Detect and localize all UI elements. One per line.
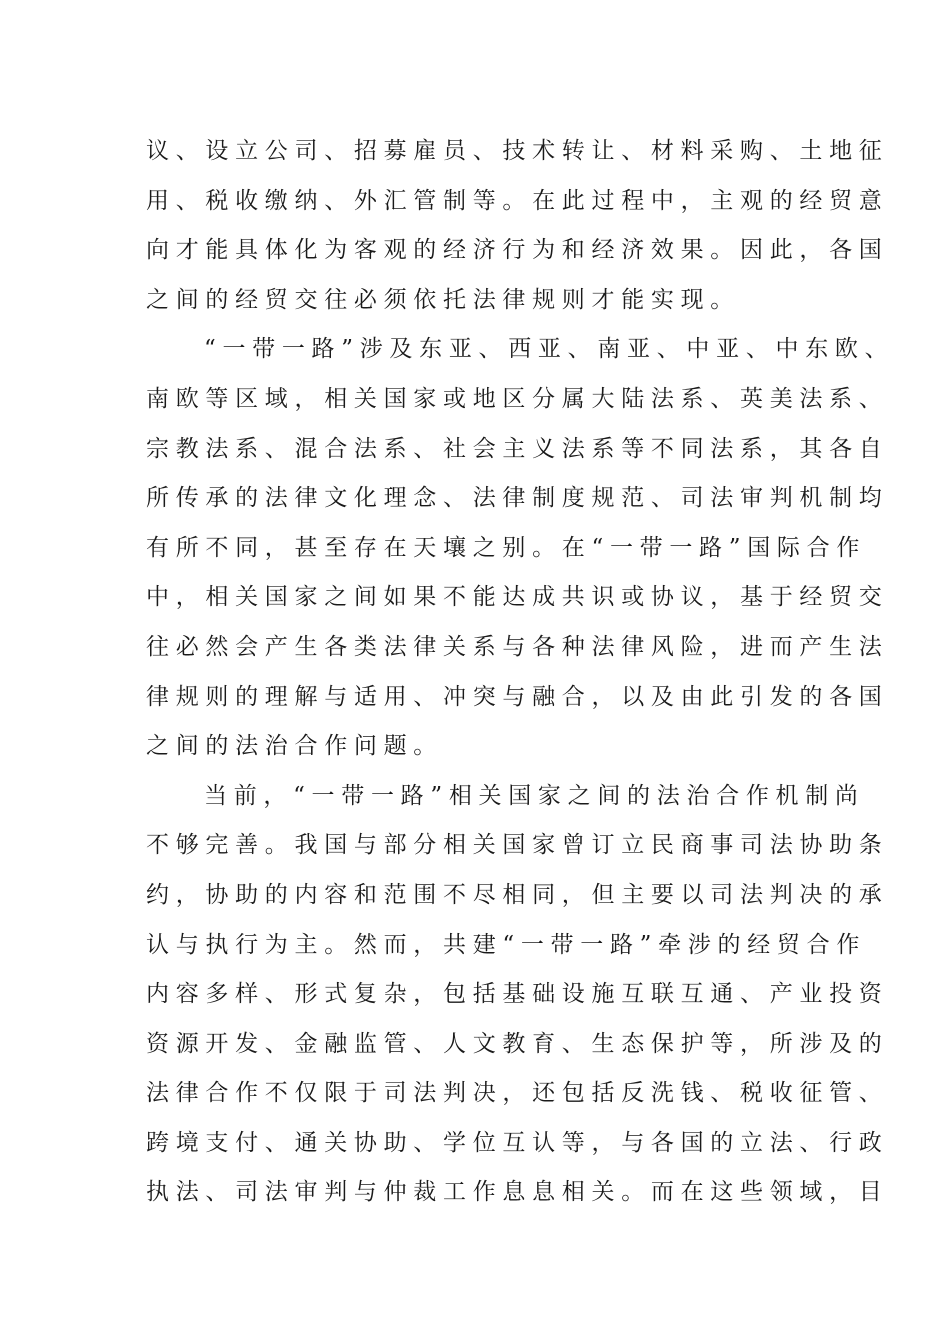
text-line: 所传承的法律文化理念、法律制度规范、司法审判机制均	[146, 485, 889, 512]
text-line: 约，协助的内容和范围不尽相同，但主要以司法判决的承	[146, 881, 889, 908]
text-line: 资源开发、金融监管、人文教育、生态保护等，所涉及的	[146, 1030, 889, 1057]
text-line: 宗教法系、混合法系、社会主义法系等不同法系，其各自	[146, 435, 889, 462]
paragraph-first-line: 当前，“一带一路”相关国家之间的法治合作机制尚	[204, 782, 865, 809]
text-line: 南欧等区域，相关国家或地区分属大陆法系、英美法系、	[146, 385, 889, 412]
paragraph-first-line: “一带一路”涉及东亚、西亚、南亚、中亚、中东欧、	[204, 336, 895, 363]
text-line: 律规则的理解与适用、冲突与融合，以及由此引发的各国	[146, 683, 889, 710]
text-line: 认与执行为主。然而，共建“一带一路”牵涉的经贸合作	[146, 931, 867, 958]
text-line: 法律合作不仅限于司法判决，还包括反洗钱、税收征管、	[146, 1080, 889, 1107]
text-line: 内容多样、形式复杂，包括基础设施互联互通、产业投资	[146, 981, 889, 1008]
text-line: 跨境支付、通关协助、学位互认等，与各国的立法、行政	[146, 1129, 889, 1156]
text-line: 向才能具体化为客观的经济行为和经济效果。因此，各国	[146, 237, 889, 264]
text-line: 不够完善。我国与部分相关国家曾订立民商事司法协助条	[146, 832, 889, 859]
text-line: 执法、司法审判与仲裁工作息息相关。而在这些领域，目	[146, 1179, 889, 1206]
text-line: 有所不同，甚至存在天壤之别。在“一带一路”国际合作	[146, 534, 867, 561]
text-line: 议、设立公司、招募雇员、技术转让、材料采购、土地征	[146, 138, 889, 164]
text-line: 往必然会产生各类法律关系与各种法律风险，进而产生法	[146, 633, 889, 660]
text-line: 用、税收缴纳、外汇管制等。在此过程中，主观的经贸意	[146, 187, 889, 214]
body-text	[146, 127, 895, 1218]
text-line: 之间的经贸交往必须依托法律规则才能实现。	[146, 286, 740, 313]
text-line: 中，相关国家之间如果不能达成共识或协议，基于经贸交	[146, 584, 889, 611]
text-line: 之间的法治合作问题。	[146, 733, 443, 760]
